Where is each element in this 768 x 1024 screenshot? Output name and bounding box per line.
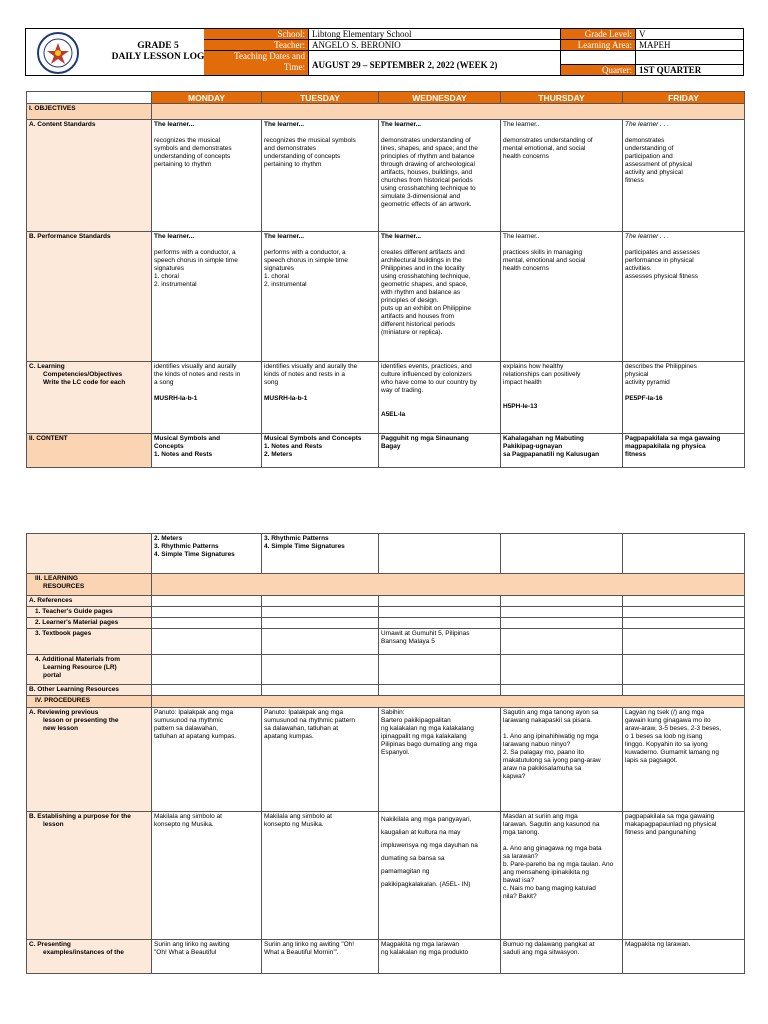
ps-monday: The learner... performs with a conductor, a speech chorus in simple time signatures 1. choral 2. instrumental: [152, 232, 262, 362]
reviewing-label: A. Reviewing previous lesson or presenting the new lesson: [27, 708, 152, 812]
quarter-label: Quarter:: [561, 65, 636, 76]
lm-cell: [623, 618, 745, 629]
day-wednesday: WEDNESDAY: [379, 92, 501, 104]
ref-cell: [501, 596, 623, 607]
additional-cell: [623, 655, 745, 685]
content-cont-friday: [623, 534, 745, 574]
presenting-label: C. Presenting examples/instances of the: [27, 940, 152, 974]
deped-seal-icon: [34, 31, 82, 75]
lc-friday: describes the Philippines physical activity pyramid PE5PF-Ia-16: [623, 362, 745, 434]
ref-cell: [379, 596, 501, 607]
day-thursday: THURSDAY: [501, 92, 623, 104]
learning-resources-fill: [152, 574, 745, 596]
additional-cell: [501, 655, 623, 685]
textbook-cell: [501, 629, 623, 655]
content-monday: Musical Symbols and Concepts 1. Notes and Rests: [152, 434, 262, 468]
purpose-thursday: Masdan at suriin ang mga larawan. Sagutin ang kasunod na mga tanong. a. Ano ang ginagawa ng mga bata sa larawan? b. Pare-pareho ba ng mga taulan. Ano ang mensaheng ipinakikita ng bawat isa? c. Nais mo bang maging katulad nila? Bakit?: [501, 812, 623, 940]
teacher-label: Teacher:: [204, 40, 309, 51]
cs-monday: The learner... recognizes the musical symbols and demonstrates understanding of concepts pertaining to rhythm: [152, 120, 262, 232]
lc-monday: identifies visually and aurally the kinds of notes and rests in a song MUSRH-Ia-b-1: [152, 362, 262, 434]
lc-thursday: explains how healthy relationships can positively impact health H5PH-Ie-13: [501, 362, 623, 434]
other-resources-label: B. Other Learning Resources: [27, 685, 152, 696]
quarter-value: 1ST QUARTER: [636, 65, 744, 76]
grade-label: Grade Level:: [561, 29, 636, 40]
other-cell: [152, 685, 262, 696]
ps-wednesday: The learner... creates different artifacts and architectural buildings in the Philippines and in the locality using crosshatching technique, geometric shapes, and space, with rhythm and balance as principles of design. puts up an exhibit on Philippine artifacts and houses from different historical periods (miniature or replica).: [379, 232, 501, 362]
lesson-table-2: [26, 533, 745, 974]
textbook-label: 3. Textbook pages: [27, 629, 152, 655]
ps-friday: The learner . . . participates and assesses performance in physical activities. assesses physical fitness: [623, 232, 745, 362]
review-tuesday: Panuto: Ipalakpak ang mga sumusunod na rhythmic pattern sa dalawahan, tatluhan at apatang kumpas.: [262, 708, 379, 812]
textbook-cell: [623, 629, 745, 655]
lm-cell: [152, 618, 262, 629]
title-dll: DAILY LESSON LOG: [111, 52, 205, 62]
performance-standards-label: B. Performance Standards: [27, 232, 152, 362]
presenting-friday: Magpakita ng larawan.: [623, 940, 745, 974]
content-tuesday: Musical Symbols and Concepts 1. Notes and Rests 2. Meters: [262, 434, 379, 468]
lc-tuesday: identifies visually and aurally the kinds of notes and rests in a song MUSRH-Ia-b-1: [262, 362, 379, 434]
cs-thursday: The learner.. demonstrates understanding of mental emotional, and social health concerns: [501, 120, 623, 232]
cs-friday: The learner . . . demonstrates understanding of participation and assessment of physical activity and physical fitness: [623, 120, 745, 232]
header-box: [25, 28, 744, 76]
lesson-table-1: [26, 91, 745, 468]
additional-materials-label: 4. Additional Materials from Learning Resource (LR) portal: [27, 655, 152, 685]
review-thursday: Sagutin ang mga tanong ayon sa larawang nakapaskil sa pisara. 1. Ano ang ipinahihiwatig ng mga larawang nabuo ninyo? 2. Sa palagay mo, paano ito makatutulong sa iyong pang-araw araw na pakikisalamuha sa kapwa?: [501, 708, 623, 812]
ps-thursday: The learner.. practices skills in managing mental, emotional and social health concerns: [501, 232, 623, 362]
review-monday: Panuto: Ipalakpak ang mga sumusunod na rhythmic pattern sa dalawahan, tatluhan at apatang kumpas.: [152, 708, 262, 812]
textbook-cell: [152, 629, 262, 655]
tg-cell: [152, 607, 262, 618]
area-value: MAPEH: [636, 40, 744, 51]
grade-value: V: [636, 29, 744, 40]
procedures-heading: IV. PROCEDURES: [27, 696, 152, 708]
tg-cell: [501, 607, 623, 618]
presenting-tuesday: Suriin ang liriko ng awiting "Oh! What a Beautiful Mornin'".: [262, 940, 379, 974]
additional-cell: [152, 655, 262, 685]
area-label: Learning Area:: [561, 40, 636, 51]
content-thursday: Kahalagahan ng Mabuting Pakikipag-ugnayan sa Pagpapanatili ng Kalusugan: [501, 434, 623, 468]
content-heading: II. CONTENT: [27, 434, 152, 468]
additional-cell: [379, 655, 501, 685]
teacher-value: ANGELO S. BERONIO: [309, 40, 561, 51]
content-wednesday: Pagguhit ng mga Sinaunang Bagay: [379, 434, 501, 468]
day-monday: MONDAY: [152, 92, 262, 104]
objectives-fill: [152, 104, 745, 120]
header-grid: [204, 29, 744, 76]
lm-cell: [379, 618, 501, 629]
blank-cell: [561, 51, 636, 65]
dates-value: AUGUST 29 – SEPTEMBER 2, 2022 (WEEK 2): [309, 51, 561, 76]
corner-cell: [27, 92, 152, 104]
tg-cell: [379, 607, 501, 618]
review-friday: Lagyan ng tsek (/) ang mga gawain kung ginagawa mo ito araw-araw, 3-5 beses, 2-3 beses, o 1 beses sa loob ng isang linggo. Kopyahin ito sa iyong kuwaderno. Gumamit lamang ng lapis sa pagsagot.: [623, 708, 745, 812]
dates-label: Teaching Dates and Time:: [204, 51, 309, 76]
purpose-friday: pagpapakilala sa mga gawaing makapagpapaunlad ng physical fitness and pangunahing: [623, 812, 745, 940]
objectives-heading: I. OBJECTIVES: [27, 104, 152, 120]
purpose-label: B. Establishing a purpose for the lesson: [27, 812, 152, 940]
lm-cell: [501, 618, 623, 629]
ref-cell: [262, 596, 379, 607]
procedures-fill: [152, 696, 745, 708]
other-cell: [501, 685, 623, 696]
other-cell: [379, 685, 501, 696]
ref-cell: [152, 596, 262, 607]
content-cont-tuesday: 3. Rhythmic Patterns 4. Simple Time Signatures: [262, 534, 379, 574]
content-standards-label: A. Content Standards: [27, 120, 152, 232]
content-cont-thursday: [501, 534, 623, 574]
learners-material-label: 2. Learner's Material pages: [27, 618, 152, 629]
school-label: School:: [204, 29, 309, 40]
lc-wednesday: identifies events, practices, and culture influenced by colonizers who have come to our country by way of trading. A5EL-Ia: [379, 362, 501, 434]
other-cell: [262, 685, 379, 696]
presenting-wednesday: Magpakita ng mga larawan ng kalakalan ng mga produkto: [379, 940, 501, 974]
blank-cell: [636, 51, 744, 65]
learning-resources-heading: III. LEARNING RESOURCES: [27, 574, 152, 596]
tg-cell: [262, 607, 379, 618]
content-cont-wednesday: [379, 534, 501, 574]
references-label: A. References: [27, 596, 152, 607]
day-tuesday: TUESDAY: [262, 92, 379, 104]
competencies-label: C. Learning Competencies/Objectives Write the LC code for each: [27, 362, 152, 434]
other-cell: [623, 685, 745, 696]
ps-tuesday: The learner... performs with a conductor, a speech chorus in simple time signatures 1. choral 2. instrumental: [262, 232, 379, 362]
lm-cell: [262, 618, 379, 629]
purpose-monday: Makilala ang simbolo at konsepto ng Musika.: [152, 812, 262, 940]
content-cont-monday: 2. Meters 3. Rhythmic Patterns 4. Simple Time Signatures: [152, 534, 262, 574]
ref-cell: [623, 596, 745, 607]
teachers-guide-label: 1. Teacher's Guide pages: [27, 607, 152, 618]
purpose-wednesday: Nakikilala ang mga pangyayari, kaugalian at kultura na may impluwensya ng mga dayuhan na dumating sa bansa sa pamamagitan ng pakikipagkalakalan. (A5EL- IN): [379, 812, 501, 940]
school-value: Libtong Elementary School: [309, 29, 561, 40]
presenting-thursday: Bumuo ng dalawang pangkat at saduli ang mga sitwasyon.: [501, 940, 623, 974]
presenting-monday: Suriin ang liriko ng awiting "Oh! What a Beautiful: [152, 940, 262, 974]
review-wednesday: Sabihin: Bartero pakikipagpalitan ng kalakalan ng mga kalakalang ipinagpalit ng mga kalakalang Pilipinas bago dumating ang mga Espanyol.: [379, 708, 501, 812]
day-friday: FRIDAY: [623, 92, 745, 104]
purpose-tuesday: Makilala ang simbolo at konsepto ng Musika.: [262, 812, 379, 940]
additional-cell: [262, 655, 379, 685]
textbook-wednesday: Umawit at Gumuhit 5, Pilipinas Bansang Malaya 5: [379, 629, 501, 655]
textbook-cell: [262, 629, 379, 655]
cs-wednesday: The learner... demonstrates understanding of lines, shapes, and space; and the principles of rhythm and balance through drawing of archeological artifacts, houses, buildings, and churches from historical periods using crosshatching technique to simulate 3-dimensional and geometric effects of an artwork.: [379, 120, 501, 232]
title-grade: GRADE 5: [137, 41, 179, 51]
content-cont-label: [27, 534, 152, 574]
content-friday: Pagpapakilala sa mga gawaing magpapakilala ng physica fitness: [623, 434, 745, 468]
tg-cell: [623, 607, 745, 618]
cs-tuesday: The learner... recognizes the musical symbols and demonstrates understanding of concepts pertaining to rhythm: [262, 120, 379, 232]
